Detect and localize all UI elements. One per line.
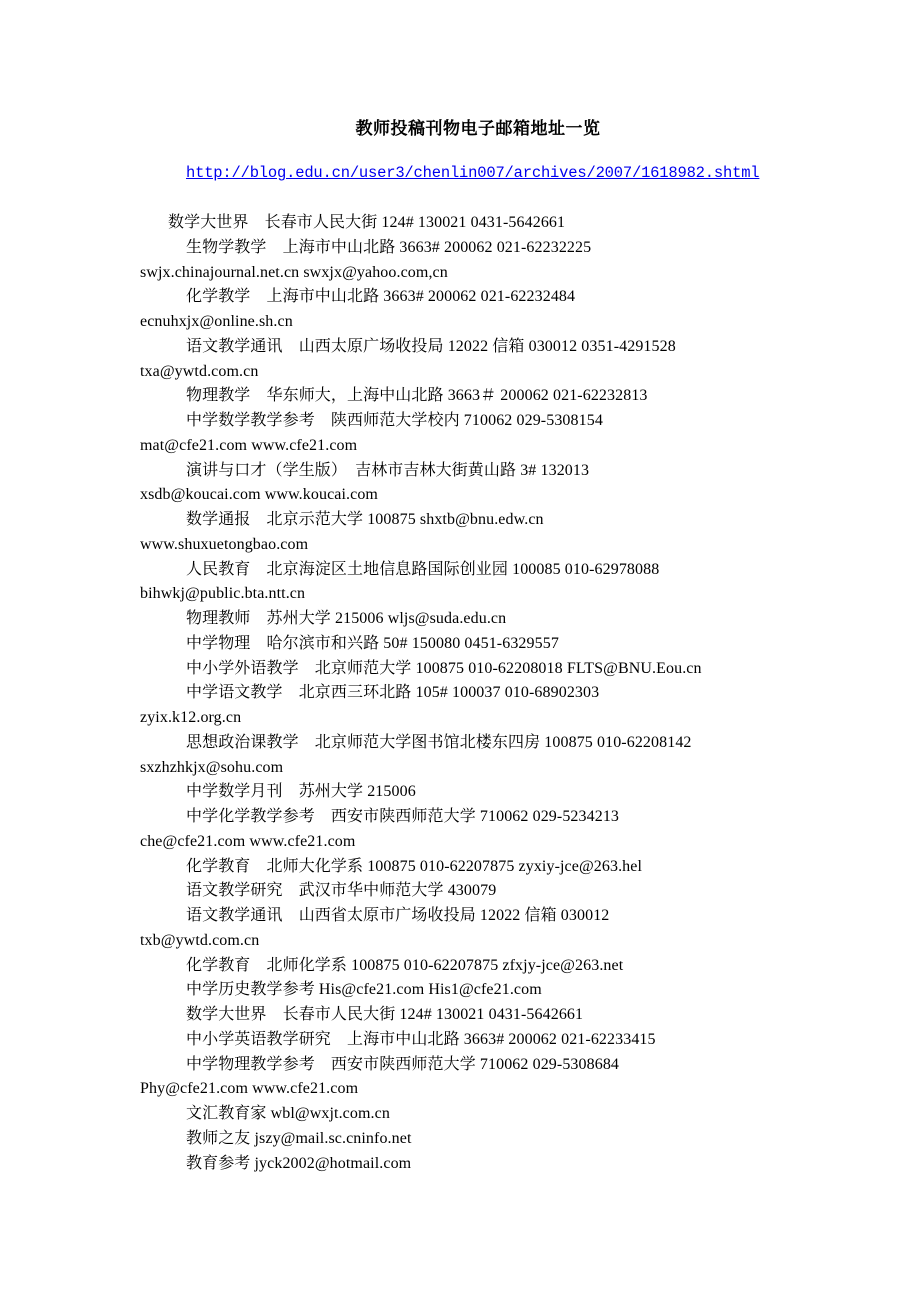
list-item: 物理教师 苏州大学 215006 wljs@suda.edu.cn xyxy=(186,610,507,627)
list-item: 人民教育 北京海淀区土地信息路国际创业园 100085 010-62978088 xyxy=(186,560,660,578)
list-item: 化学教育 北师化学系 100875 010-62207875 zfxjy-jce@263.net xyxy=(186,956,624,974)
list-item: 化学教学 上海市中山北路 3663# 200062 021-62232484 xyxy=(186,288,576,306)
list-item: 教师之友 jszy@mail.sc.cninfo.net xyxy=(186,1129,412,1147)
list-item: www.shuxuetongbao.com xyxy=(140,535,309,553)
list-item: 思想政治课教学 北京师范大学图书馆北楼东四房 100875 010-62208142 xyxy=(186,733,692,751)
list-item: 语文教学通讯 山西太原广场收投局 12022 信箱 030012 0351-4291528 xyxy=(186,337,676,355)
source-link[interactable]: http://blog.edu.cn/user3/chenlin007/archives/2007/1618982.shtml xyxy=(186,164,760,182)
list-item: 中学历史教学参考 His@cfe21.com His1@cfe21.com xyxy=(186,981,542,999)
list-item: txb@ywtd.com.cn xyxy=(140,931,260,949)
list-item: 中学数学教学参考 陕西师范大学校内 710062 029-5308154 xyxy=(186,412,603,429)
list-item: 生物学教学 上海市中山北路 3663# 200062 021-62232225 xyxy=(186,238,592,256)
list-item: Phy@cfe21.com www.cfe21.com xyxy=(140,1080,359,1098)
list-item: 语文教学通讯 山西省太原市广场收投局 12022 信箱 030012 xyxy=(186,907,610,924)
list-item: sxzhzhkjx@sohu.com xyxy=(140,758,284,776)
list-item: zyix.k12.org.cn xyxy=(140,709,242,726)
list-item: 中学化学教学参考 西安市陕西师范大学 710062 029-5234213 xyxy=(186,808,620,825)
list-item: che@cfe21.com www.cfe21.com xyxy=(140,832,356,850)
list-item: 中学物理教学参考 西安市陕西师范大学 710062 029-5308684 xyxy=(186,1055,620,1073)
list-item: 数学通报 北京示范大学 100875 shxtb@bnu.edw.cn xyxy=(186,511,544,528)
list-item: 中学物理 哈尔滨市和兴路 50# 150080 0451-6329557 xyxy=(186,634,559,652)
list-item: 中学数学月刊 苏州大学 215006 xyxy=(186,783,416,801)
list-item: 数学大世界 长春市人民大街 124# 130021 0431-5642661 xyxy=(168,214,566,231)
list-item: txa@ywtd.com.cn xyxy=(140,362,259,380)
list-item: xsdb@koucai.com www.koucai.com xyxy=(140,486,378,504)
list-item: 语文教学研究 武汉市华中师范大学 430079 xyxy=(186,882,497,900)
list-item: 演讲与口才（学生版） 吉林市吉林大街黄山路 3# 132013 xyxy=(186,461,590,479)
list-item: 数学大世界 长春市人民大街 124# 130021 0431-5642661 xyxy=(186,1006,584,1023)
list-item: 教育参考 jyck2002@hotmail.com xyxy=(186,1154,412,1172)
list-item: 化学教育 北师大化学系 100875 010-62207875 zyxiy-jce@263.hel xyxy=(186,857,643,875)
list-item: 中学语文教学 北京西三环北路 105# 100037 010-68902303 xyxy=(186,684,600,702)
list-item: mat@cfe21.com www.cfe21.com xyxy=(140,436,358,454)
list-item: 文汇教育家 wbl@wxjt.com.cn xyxy=(186,1105,390,1122)
list-item: 物理教学 华东师大，上海中山北路 3663＃ 200062 021-62232813 xyxy=(186,387,648,405)
list-item: ecnuhxjx@online.sh.cn xyxy=(140,313,293,330)
page-title: 教师投稿刊物电子邮箱地址一览 xyxy=(355,119,601,139)
list-item: bihwkj@public.bta.ntt.cn xyxy=(140,585,306,603)
list-item: swjx.chinajournal.net.cn swxjx@yahoo.com,cn xyxy=(140,263,448,281)
list-item: 中小学外语教学 北京师范大学 100875 010-62208018 FLTS@BNU.Eou.cn xyxy=(186,659,702,677)
list-item: 中小学英语教学研究 上海市中山北路 3663# 200062 021-62233415 xyxy=(186,1030,656,1048)
